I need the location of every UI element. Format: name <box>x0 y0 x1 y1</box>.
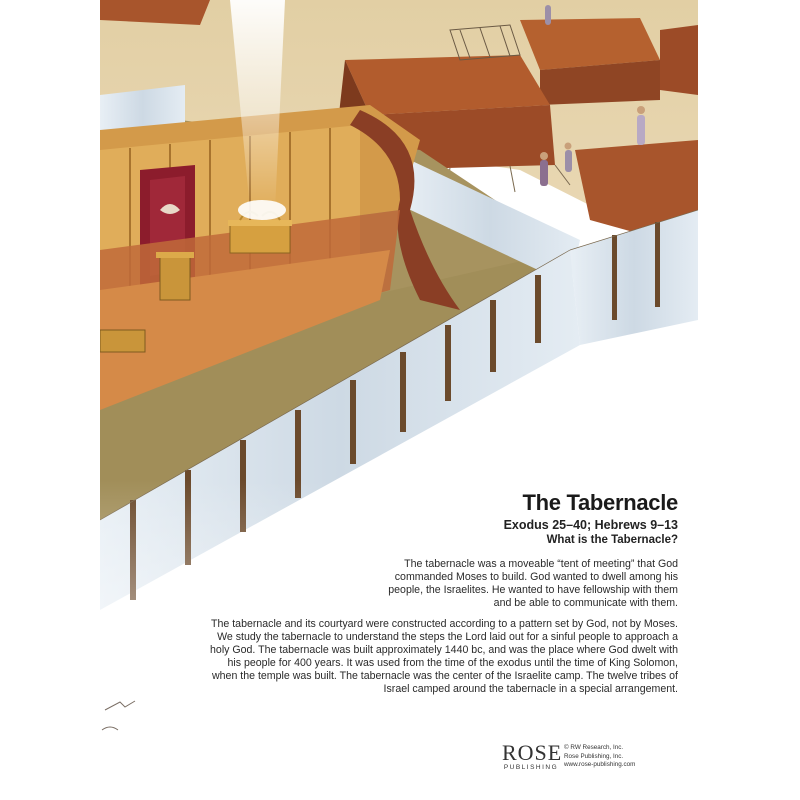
rose-publishing-logo <box>502 740 563 771</box>
description-panel <box>208 490 678 696</box>
credit-line: © RW Research, Inc. <box>564 744 624 751</box>
credit-line: Rose Publishing, Inc. <box>564 752 624 760</box>
page-title: The Tabernacle <box>522 490 678 515</box>
logo-subtext: PUBLISHING <box>503 764 559 771</box>
scripture-references: Exodus 25–40; Hebrews 9–13 <box>503 518 678 532</box>
publisher-footer <box>502 740 698 780</box>
copyright-credits <box>564 744 635 770</box>
paragraph-details: The tabernacle and its courtyard were constructed according to a pattern set by God, not by Moses. We study the tabernacle to understand the steps the Lord laid out for a sinful people to approach a holy God. The tabernacle was built approximately 1440 bc, and was the place where God dwelt with his people for 400 years. It was used from the time of the exodus until the time of King Solomon, when the temple was built. The tabernacle was the center of the Israelite camp. The twelve tribes of Israel camped around the tabernacle in a special arrangement. <box>210 618 678 695</box>
logo-wordmark: ROSE <box>502 740 563 765</box>
page <box>100 0 698 800</box>
section-question: What is the Tabernacle? <box>546 534 678 546</box>
website-link[interactable]: www.rose-publishing.com <box>564 761 636 768</box>
paragraph-intro: The tabernacle was a moveable “tent of meeting” that God commanded Moses to build. God wanted to dwell among his people, the Israelites. He wanted to have fellowship with them and be able to communicate with them. <box>388 558 678 609</box>
